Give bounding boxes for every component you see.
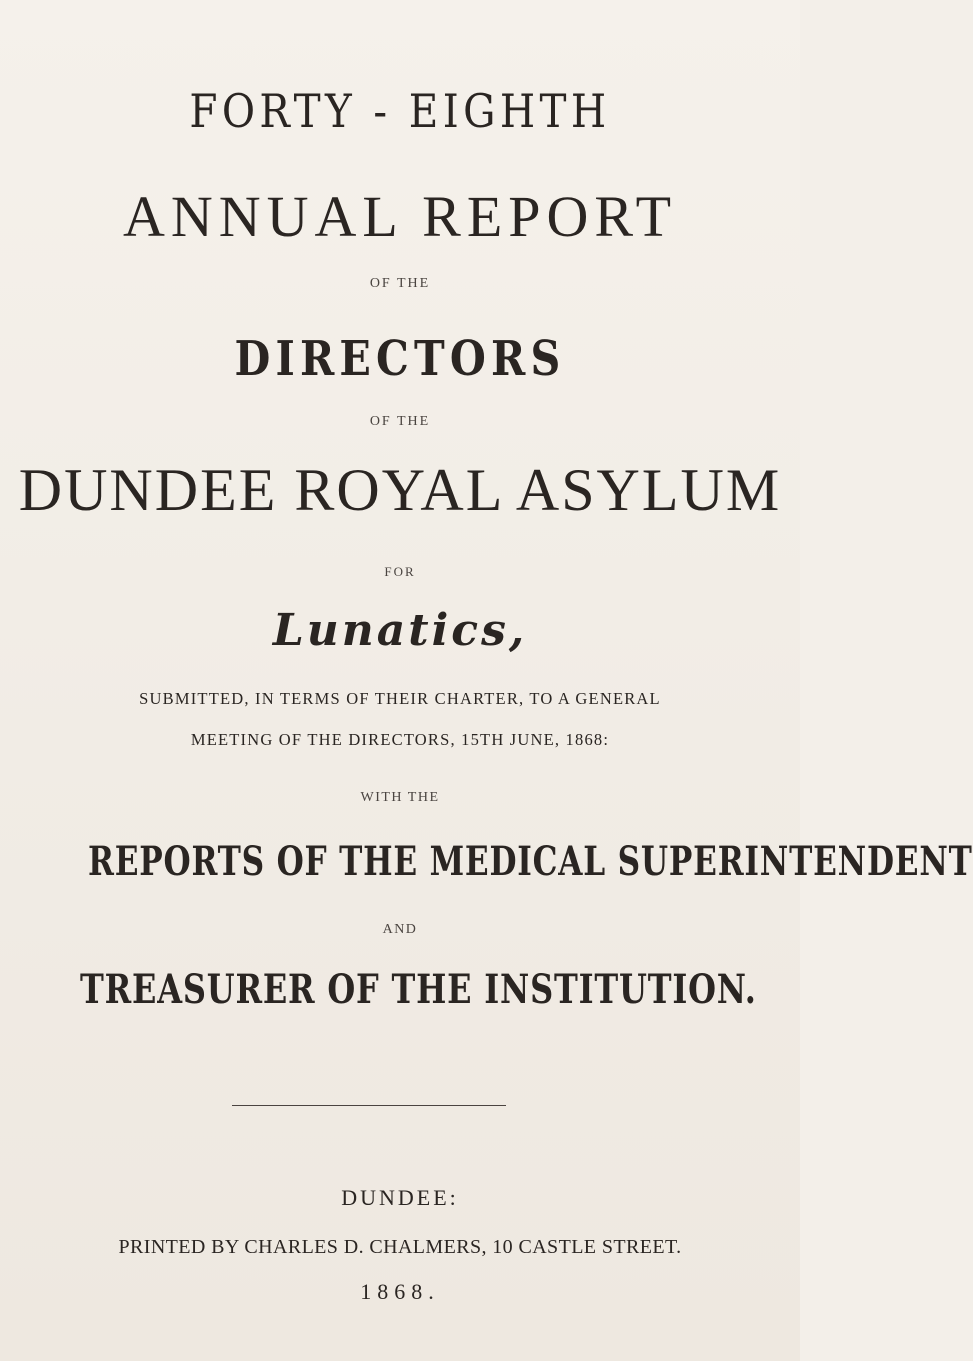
- treasurer-heading: TREASURER OF THE INSTITUTION.: [80, 966, 757, 1013]
- of-the-label-1: OF THE: [369, 276, 431, 291]
- submitted-line-1: SUBMITTED, IN TERMS OF THEIR CHARTER, TO A GENERAL: [139, 689, 661, 708]
- annual-report-heading: ANNUAL REPORT: [122, 184, 678, 249]
- with-the-label: WITH THE: [360, 790, 440, 805]
- reports-heading: REPORTS OF THE MEDICAL SUPERINTENDENT: [88, 838, 973, 885]
- institution-heading: DUNDEE ROYAL ASYLUM: [18, 457, 782, 523]
- submitted-line-2: MEETING OF THE DIRECTORS, 15TH JUNE, 1868:: [190, 730, 610, 749]
- divider-rule: [232, 1105, 506, 1106]
- ordinal-heading: FORTY - EIGHTH: [189, 84, 611, 138]
- of-the-label-2: OF THE: [369, 414, 431, 429]
- imprint-year: 1868.: [360, 1279, 440, 1304]
- imprint-printer: PRINTED BY CHARLES D. CHALMERS, 10 CASTLE STREET.: [118, 1236, 682, 1258]
- directors-heading: DIRECTORS: [234, 331, 566, 387]
- for-label: FOR: [384, 564, 416, 579]
- and-label: AND: [382, 922, 418, 937]
- imprint-place: DUNDEE:: [341, 1185, 459, 1210]
- subject-heading: Lunatics,: [272, 605, 528, 656]
